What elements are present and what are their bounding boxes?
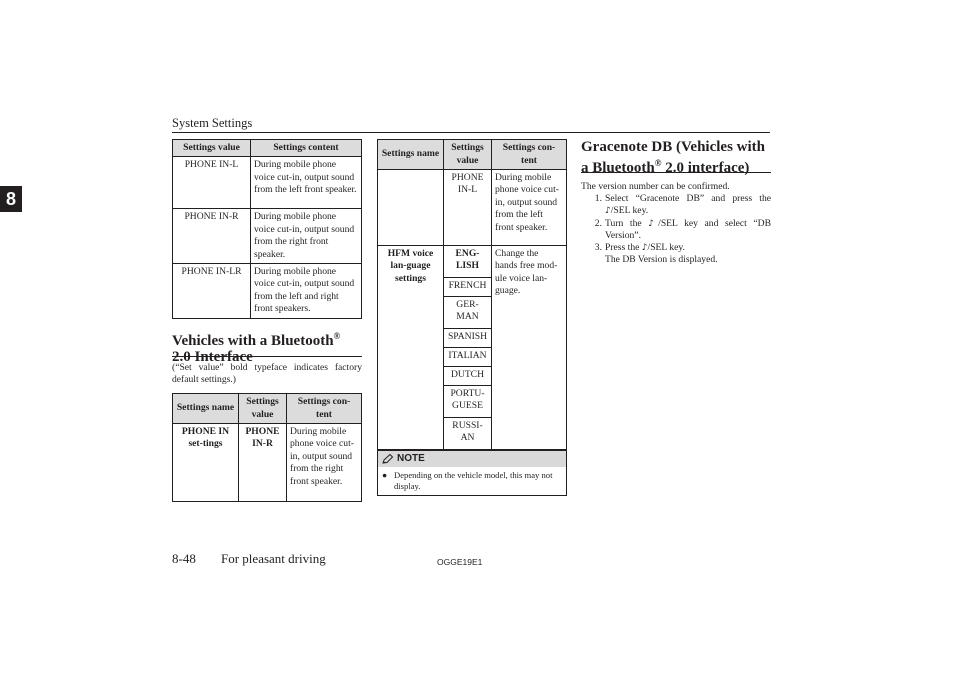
heading-text: Vehicles with a Bluetooth (172, 333, 334, 349)
step-item (581, 193, 771, 218)
page-number: 8-48 (172, 551, 196, 566)
music-note-icon: ♪ (605, 206, 611, 217)
step-number: 2. (594, 217, 602, 229)
step-text-end: /SEL key. (647, 242, 685, 254)
registered-mark: ® (654, 158, 662, 168)
step-text-start: Select “Gracenote DB” and press the (605, 193, 771, 204)
language-cell: ENG-LISH (444, 246, 492, 278)
table-row (173, 209, 362, 264)
hfm-settings-table (377, 139, 567, 450)
settings-name-cell (378, 170, 444, 246)
chapter-name: For pleasant driving (221, 551, 326, 566)
bullet-icon: ● (382, 470, 388, 480)
column-header: Settings content (251, 140, 362, 157)
note-item (378, 467, 566, 491)
column-header: Settings con-tent (287, 394, 362, 424)
running-header: System Settings (172, 116, 253, 130)
settings-value-cell: PHONE IN-R (173, 209, 251, 264)
table-header-row (173, 140, 362, 157)
note-box (377, 450, 567, 496)
intro-paragraph: (“Set value” bold typeface indicates factory default settings.) (172, 362, 362, 385)
note-text: Depending on the vehicle model, this may not display. (394, 470, 553, 491)
music-note-icon: ♪ (648, 218, 659, 229)
table-row (173, 264, 362, 319)
heading-text: Gracenote DB (Vehicles with a Bluetooth (581, 139, 765, 176)
step-text (605, 218, 771, 243)
settings-value-cell: PHONE IN-LR (173, 264, 251, 319)
language-cell: GER-MAN (444, 297, 492, 329)
table-row (173, 157, 362, 209)
column-header: Settings value (444, 140, 492, 170)
settings-name-cell: HFM voice lan-guage settings (378, 246, 444, 450)
table-row (173, 424, 362, 502)
step-text-start: Press the (605, 242, 642, 254)
settings-value-cell: PHONE IN-L (173, 157, 251, 209)
step-number: 3. (594, 242, 602, 254)
steps-list (581, 193, 771, 267)
settings-value-cell: PHONE IN-L (444, 170, 492, 246)
table-row (378, 170, 567, 246)
heading-rule (581, 172, 771, 173)
intro-paragraph: The version number can be confirmed. (581, 181, 730, 192)
table-row (378, 246, 567, 278)
phone-in-settings-table (172, 393, 362, 502)
settings-value-table (172, 139, 362, 319)
settings-content-cell: Change the hands free mod-ule voice lan-guage. (492, 246, 567, 450)
column-header: Settings name (378, 140, 444, 170)
step-text-end: /SEL key. (610, 205, 649, 217)
note-header (378, 451, 566, 467)
column-header: Settings value (173, 140, 251, 157)
pencil-note-icon (382, 454, 394, 464)
language-cell: PORTU-GUESE (444, 386, 492, 418)
table-header-row (378, 140, 567, 170)
language-cell: RUSSI-AN (444, 418, 492, 450)
step-item (581, 218, 771, 243)
registered-mark: ® (333, 331, 341, 341)
table-header-row (173, 394, 362, 424)
settings-content-cell: During mobile phone voice cut-in, output sound from the right front speaker. (287, 424, 362, 502)
step-text-end: /SEL key and select “DB Version”. (605, 217, 771, 241)
column-header: Settings value (239, 394, 287, 424)
step-number: 1. (594, 193, 602, 204)
column-header: Settings name (173, 394, 239, 424)
settings-content-cell: During mobile phone voice cut-in, output sound from the left and right front speakers. (251, 264, 362, 319)
heading-text-tail: 2.0 Interface (172, 349, 253, 365)
step-item (581, 242, 771, 267)
step-result: The DB Version is displayed. (605, 254, 718, 266)
section-heading-gracenote (581, 139, 771, 176)
heading-text-tail: 2.0 interface) (661, 160, 750, 176)
chapter-tab: 8 (0, 186, 22, 212)
language-cell: SPANISH (444, 329, 492, 348)
note-label: NOTE (397, 453, 425, 464)
settings-content-cell: During mobile phone voice cut-in, output sound from the left front speaker. (251, 157, 362, 209)
language-cell: DUTCH (444, 367, 492, 386)
settings-content-cell: During mobile phone voice cut-in, output sound from the right front speaker. (251, 209, 362, 264)
section-heading-bluetooth (172, 328, 362, 365)
settings-value-cell: PHONE IN-R (239, 424, 287, 502)
header-rule (172, 132, 770, 133)
column-header: Settings con-tent (492, 140, 567, 170)
music-note-icon: ♪ (641, 243, 648, 254)
language-cell: ITALIAN (444, 348, 492, 367)
heading-rule (172, 356, 362, 357)
settings-content-cell: During mobile phone voice cut-in, output sound from the left front speaker. (492, 170, 567, 246)
step-text (605, 242, 771, 267)
step-text-start: Turn the (605, 217, 649, 229)
settings-name-cell: PHONE IN set-tings (173, 424, 239, 502)
step-text (605, 193, 771, 218)
document-code: OGGE19E1 (437, 557, 483, 567)
language-cell: FRENCH (444, 278, 492, 297)
